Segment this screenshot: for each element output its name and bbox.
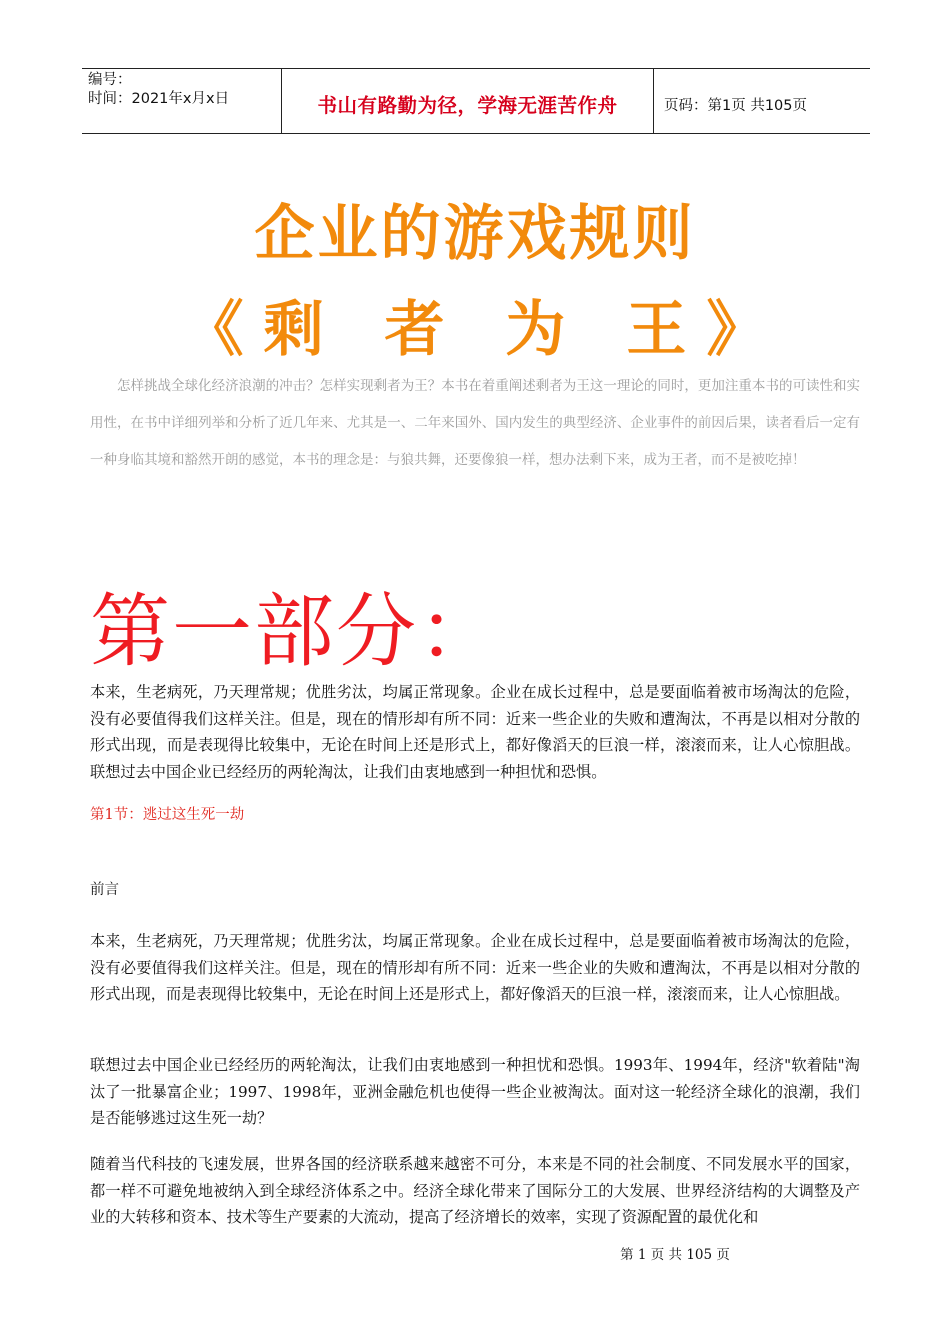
body-paragraph-1: 本来，生老病死，乃天理常规；优胜劣汰，均属正常现象。企业在成长过程中，总是要面临着被市场淘汰的危险，没有必要值得我们这样关注。但是，现在的情形却有所不同：近来一些企业的失败和遭淘汰，不再是以相对分散的形式出现，而是表现得比较集中，无论在时间上还是形式上，都好像滔天的巨浪一样，滚滚而来，让人心惊胆战。联想过去中国企业已经经历的两轮淘汰，让我们由衷地感到一种担忧和恐惧。 bbox=[90, 683, 860, 781]
header-page-cell bbox=[654, 69, 870, 133]
page-info: 页码：第1页 共105页 bbox=[664, 97, 808, 114]
date-label: 时间：2021年x月x日 bbox=[88, 91, 230, 107]
body-paragraph-4: 随着当代科技的飞速发展，世界各国的经济联系越来越密不可分，本来是不同的社会制度、不同发展水平的国家，都一样不可避免地被纳入到全球经济体系之中。经济全球化带来了国际分工的大发展、世界经济结构的大调整及产业的大转移和资本、技术等生产要素的大流动，提高了经济增长的效率，实现了资源配置的最优化和 bbox=[90, 1155, 860, 1226]
header-meta-cell bbox=[82, 69, 282, 133]
part-heading: 第一部分： bbox=[90, 585, 500, 678]
header-motto-cell bbox=[282, 69, 654, 133]
preface-heading: 前言 bbox=[90, 882, 119, 898]
body-paragraph-3: 联想过去中国企业已经经历的两轮淘汰，让我们由衷地感到一种担忧和恐惧。1993年、1994年，经济"软着陆"淘汰了一批暴富企业；1997、1998年，亚洲金融危机也使得一些企业被淘汰。面对这一轮经济全球化的浪潮，我们是否能够逃过这生死一劫？ bbox=[90, 1056, 860, 1127]
book-subtitle: 《剩 者 为 王》 bbox=[183, 295, 787, 365]
book-title: 企业的游戏规则 bbox=[254, 199, 696, 269]
number-label: 编号： bbox=[88, 72, 132, 88]
page-footer: 第 1 页 共 105 页 bbox=[620, 1247, 730, 1263]
abstract-paragraph: 怎样挑战全球化经济浪潮的冲击？怎样实现剩者为王？本书在着重阐述剩者为王这一理论的同时，更加注重本书的可读性和实用性，在书中详细列举和分析了近几年来、尤其是一、二年来国外、国内发生的典型经济、企业事件的前因后果，读者看后一定有一种身临其境和豁然开朗的感觉，本书的理念是：与狼共舞，还要像狼一样，想办法剩下来，成为王者，而不是被吃掉！ bbox=[90, 378, 860, 468]
motto-text: 书山有路勤为径，学海无涯苦作舟 bbox=[317, 94, 618, 117]
header-table bbox=[82, 68, 870, 134]
section-heading: 第1节：逃过这生死一劫 bbox=[90, 807, 245, 823]
body-paragraph-2: 本来，生老病死，乃天理常规；优胜劣汰，均属正常现象。企业在成长过程中，总是要面临着被市场淘汰的危险，没有必要值得我们这样关注。但是，现在的情形却有所不同：近来一些企业的失败和遭淘汰，不再是以相对分散的形式出现，而是表现得比较集中，无论在时间上还是形式上，都好像滔天的巨浪一样，滚滚而来，让人心惊胆战。 bbox=[90, 932, 860, 1003]
